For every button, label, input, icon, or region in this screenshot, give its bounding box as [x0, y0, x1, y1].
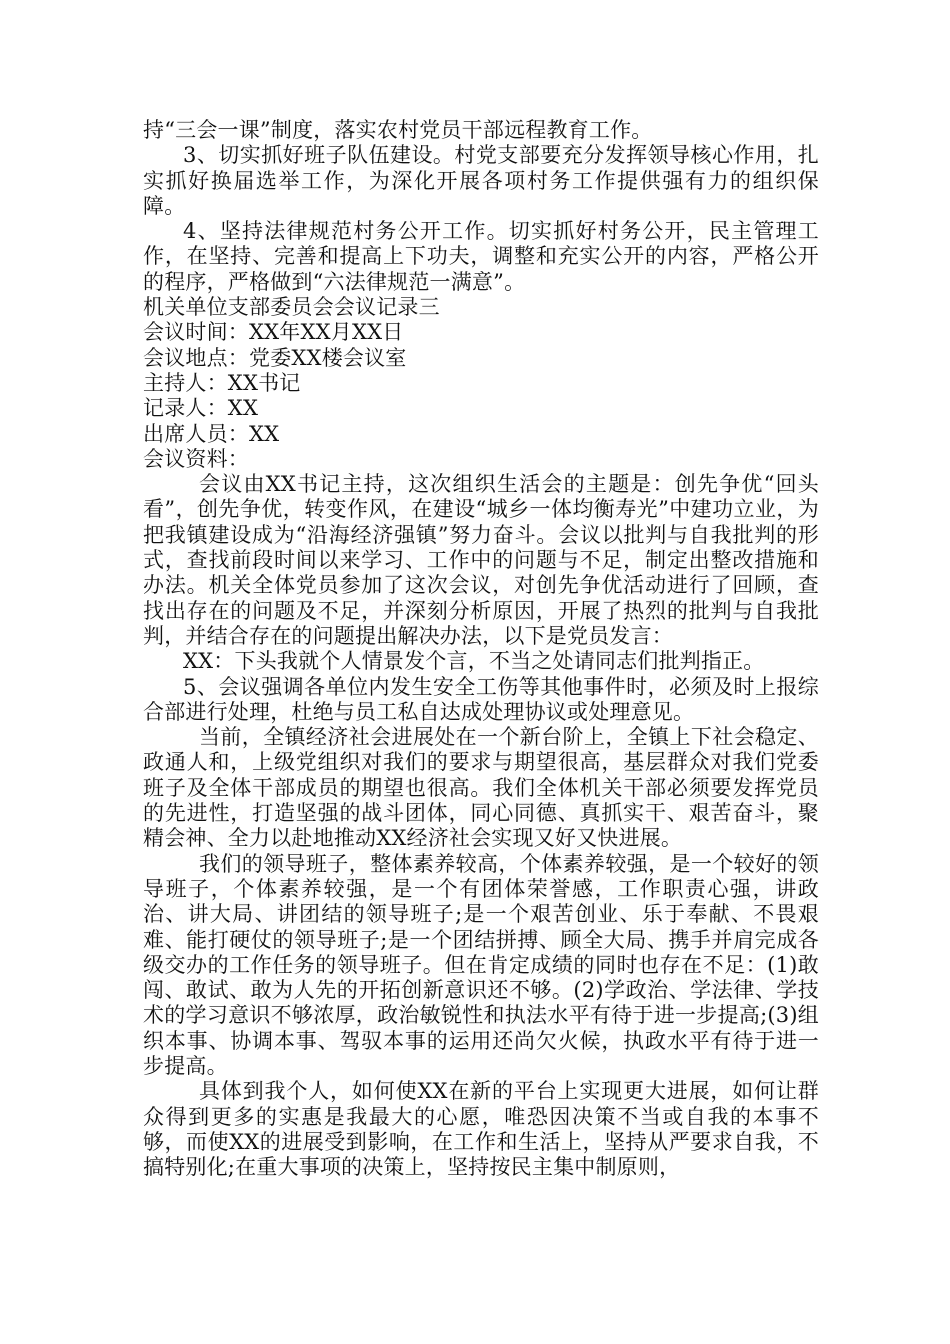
meeting-materials-label: 会议资料：: [143, 446, 249, 471]
meeting-attendees: 出席人员：XX: [143, 421, 280, 446]
meeting-location: 会议地点：党委XX楼会议室: [143, 345, 407, 370]
paragraph-personal: 具体到我个人，如何使XX在新的平台上实现更大进展，如何让群众得到更多的实惠是我最大的心愿，唯恐因决策不当或自我的本事不够，而使XX的进展受到影响，在工作和生活上，坚持从严要求自我，不搞特别化;在重大事项的决策上，坚持按民主集中制原则，: [143, 1079, 819, 1180]
section-heading: 机关单位支部委员会会议记录三: [143, 295, 440, 320]
paragraph-speech-intro: XX：下头我就个人情景发个言，不当之处请同志们批判指正。: [183, 649, 765, 674]
paragraph-item-5: 5、会议强调各单位内发生安全工伤等其他事件时，必须及时上报综合部进行处理，杜绝与员工私自达成处理协议或处理意见。: [143, 674, 819, 724]
paragraph-item-3: 3、切实抓好班子队伍建设。村党支部要充分发挥领导核心作用，扎实抓好换届选举工作，为深化开展各项村务工作提供强有力的组织保障。: [143, 143, 819, 218]
meeting-recorder: 记录人：XX: [143, 396, 259, 421]
paragraph-item-4: 4、坚持法律规范村务公开工作。切实抓好村务公开，民主管理工作，在坚持、完善和提高上下功夫，调整和充实公开的内容，严格公开的程序，严格做到“六法律规范一满意”。: [143, 219, 819, 294]
paragraph-current-situation: 当前，全镇经济社会进展处在一个新台阶上，全镇上下社会稳定、政通人和，上级党组织对我们的要求与期望很高，基层群众对我们党委班子及全体干部成员的期望也很高。我们全体机关干部必须要发挥党员的先进性，打造坚强的战斗团体，同心同德、真抓实干、艰苦奋斗，聚精会神、全力以赴地推动XX经济社会实现又好又快进展。: [143, 725, 819, 851]
paragraph-continuation: 持“三会一课”制度，落实农村党员干部远程教育工作。: [143, 118, 653, 142]
document-body: [143, 118, 819, 1180]
meeting-host: 主持人：XX书记: [143, 370, 301, 395]
paragraph-meeting-summary: 会议由XX书记主持，这次组织生活会的主题是：创先争优“回头看”，创先争优，转变作风，在建设“城乡一体均衡寿光”中建功立业，为把我镇建设成为“沿海经济强镇”努力奋斗。会议以批判与自我批判的形式，查找前段时间以来学习、工作中的问题与不足，制定出整改措施和办法。机关全体党员参加了这次会议，对创先争优活动进行了回顾，查找出存在的问题及不足，并深刻分析原因，开展了热烈的批判与自我批判，并结合存在的问题提出解决办法，以下是党员发言：: [143, 472, 819, 648]
meeting-time: 会议时间：XX年XX月XX日: [143, 320, 404, 345]
paragraph-leadership: 我们的领导班子，整体素养较高，个体素养较强，是一个较好的领导班子，个体素养较强，是一个有团体荣誉感，工作职责心强，讲政治、讲大局、讲团结的领导班子;是一个艰苦创业、乐于奉献、不畏艰难、能打硬仗的领导班子;是一个团结拼搏、顾全大局、携手并肩完成各级交办的工作任务的领导班子。但在肯定成绩的同时也存在不足：(1)敢闯、敢试、敢为人先的开拓创新意识还不够。(2)学政治、学法律、学技术的学习意识不够浓厚，政治敏锐性和执法水平有待于进一步提高;(3)组织本事、协调本事、驾驭本事的运用还尚欠火候，执政水平有待于进一步提高。: [143, 851, 819, 1078]
